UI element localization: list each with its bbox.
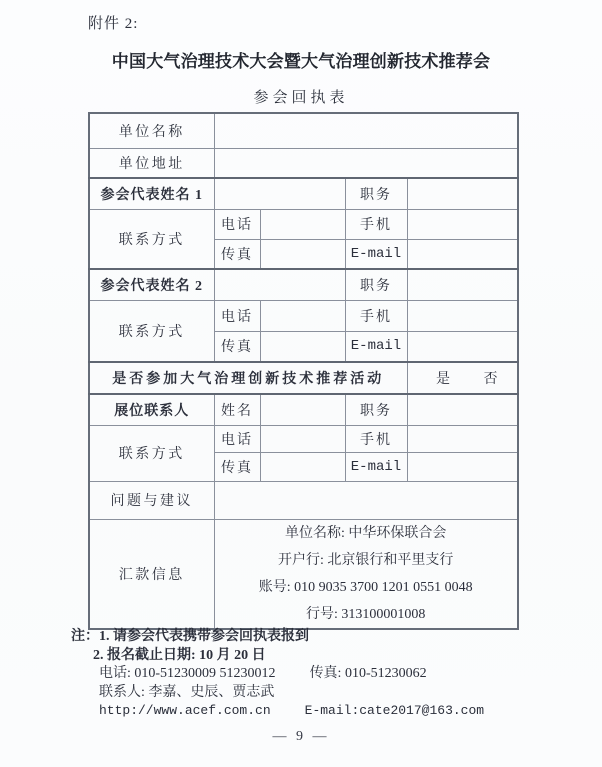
form-title: 参会回执表 <box>253 90 349 106</box>
remit-bank-code: 行号: 313100001008 <box>306 606 426 622</box>
table-row <box>89 300 518 331</box>
remit-account: 账号: 010 9035 3700 1201 0551 0048 <box>258 579 473 595</box>
yes-option: 是 <box>436 372 450 387</box>
booth-phone-label: 电话 <box>214 425 260 452</box>
booth-email-label: E-mail <box>345 452 407 481</box>
table-row <box>89 425 518 452</box>
rep2-email-value-cell <box>407 331 518 362</box>
remit-bank: 开户行: 北京银行和平里支行 <box>278 552 454 568</box>
booth-name-label: 姓名 <box>214 394 260 425</box>
unit-name-label: 单位名称 <box>89 113 214 148</box>
remittance-label: 汇款信息 <box>89 519 214 629</box>
attachment-label: 附件 2: <box>88 16 139 32</box>
no-option: 否 <box>483 372 498 387</box>
rep1-label: 参会代表姓名 1 <box>89 178 214 209</box>
rep2-fax-value-cell <box>260 331 345 362</box>
rep1-phone-label: 电话 <box>214 209 260 239</box>
notes-block <box>71 628 551 721</box>
rep2-label: 参会代表姓名 2 <box>89 269 214 300</box>
suggestions-value-cell <box>214 481 518 519</box>
note-prefix: 注： <box>71 629 99 644</box>
note-line-5 <box>71 702 551 721</box>
remittance-info-cell <box>214 519 518 629</box>
booth-contact-method-label: 联系方式 <box>89 425 214 481</box>
booth-fax-label: 传真 <box>214 452 260 481</box>
table-row <box>89 362 518 394</box>
unit-address-value-cell <box>214 148 518 178</box>
promo-yes-no-cell <box>407 362 518 394</box>
rep1-contact-label: 联系方式 <box>89 209 214 269</box>
unit-name-value-cell <box>214 113 518 148</box>
rep2-phone-value-cell <box>260 300 345 331</box>
note-website: http://www.acef.com.cn <box>99 703 271 718</box>
rep2-contact-label: 联系方式 <box>89 300 214 362</box>
note-item-2: 2. 报名截止日期: 10 月 20 日 <box>93 647 266 663</box>
table-row <box>89 148 518 178</box>
table-row <box>89 481 518 519</box>
document-title: 中国大气治理技术大会暨大气治理创新技术推荐会 <box>111 52 491 71</box>
rep2-phone-label: 电话 <box>214 300 260 331</box>
booth-fax-value-cell <box>260 452 345 481</box>
rep1-duty-value-cell <box>407 178 518 209</box>
rep1-name-value-cell <box>214 178 345 209</box>
note-item-1: 1. 请参会代表携带参会回执表报到 <box>99 629 309 644</box>
table-row <box>89 178 518 209</box>
rep1-email-label: E-mail <box>345 239 407 269</box>
suggestions-label: 问题与建议 <box>89 481 214 519</box>
rep1-duty-label: 职务 <box>345 178 407 209</box>
note-phone: 电话: 010-51230009 51230012 <box>99 666 276 681</box>
note-contacts: 联系人: 李嘉、史辰、贾志武 <box>99 684 275 700</box>
rep1-email-value-cell <box>407 239 518 269</box>
note-line-3 <box>71 665 551 684</box>
booth-contact-label: 展位联系人 <box>89 394 214 425</box>
rep2-mobile-value-cell <box>407 300 518 331</box>
rep2-mobile-label: 手机 <box>345 300 407 331</box>
note-line-2 <box>71 647 551 666</box>
table-row <box>89 269 518 300</box>
booth-mobile-label: 手机 <box>345 425 407 452</box>
rep1-phone-value-cell <box>260 209 345 239</box>
rep1-fax-value-cell <box>260 239 345 269</box>
rep1-mobile-value-cell <box>407 209 518 239</box>
note-email: E-mail:cate2017@163.com <box>304 703 485 718</box>
rep1-fax-label: 传真 <box>214 239 260 269</box>
rep2-email-label: E-mail <box>345 331 407 362</box>
table-row <box>89 394 518 425</box>
booth-name-value-cell <box>260 394 345 425</box>
remit-unit-name: 单位名称: 中华环保联合会 <box>285 525 447 541</box>
rep2-fax-label: 传真 <box>214 331 260 362</box>
booth-email-value-cell <box>407 452 518 481</box>
booth-duty-label: 职务 <box>345 394 407 425</box>
note-line-1 <box>71 628 551 647</box>
note-fax: 传真: 010-51230062 <box>309 666 427 681</box>
booth-duty-value-cell <box>407 394 518 425</box>
table-row <box>89 209 518 239</box>
rep2-duty-label: 职务 <box>345 269 407 300</box>
booth-mobile-value-cell <box>407 425 518 452</box>
reply-form-table <box>88 112 519 630</box>
rep1-mobile-label: 手机 <box>345 209 407 239</box>
unit-address-label: 单位地址 <box>89 148 214 178</box>
page-number: — 9 — <box>272 729 330 744</box>
rep2-duty-value-cell <box>407 269 518 300</box>
table-row <box>89 519 518 629</box>
booth-phone-value-cell <box>260 425 345 452</box>
note-line-4 <box>71 684 551 703</box>
table-row <box>89 113 518 148</box>
rep2-name-value-cell <box>214 269 345 300</box>
promo-question-label: 是否参加大气治理创新技术推荐活动 <box>89 362 407 394</box>
